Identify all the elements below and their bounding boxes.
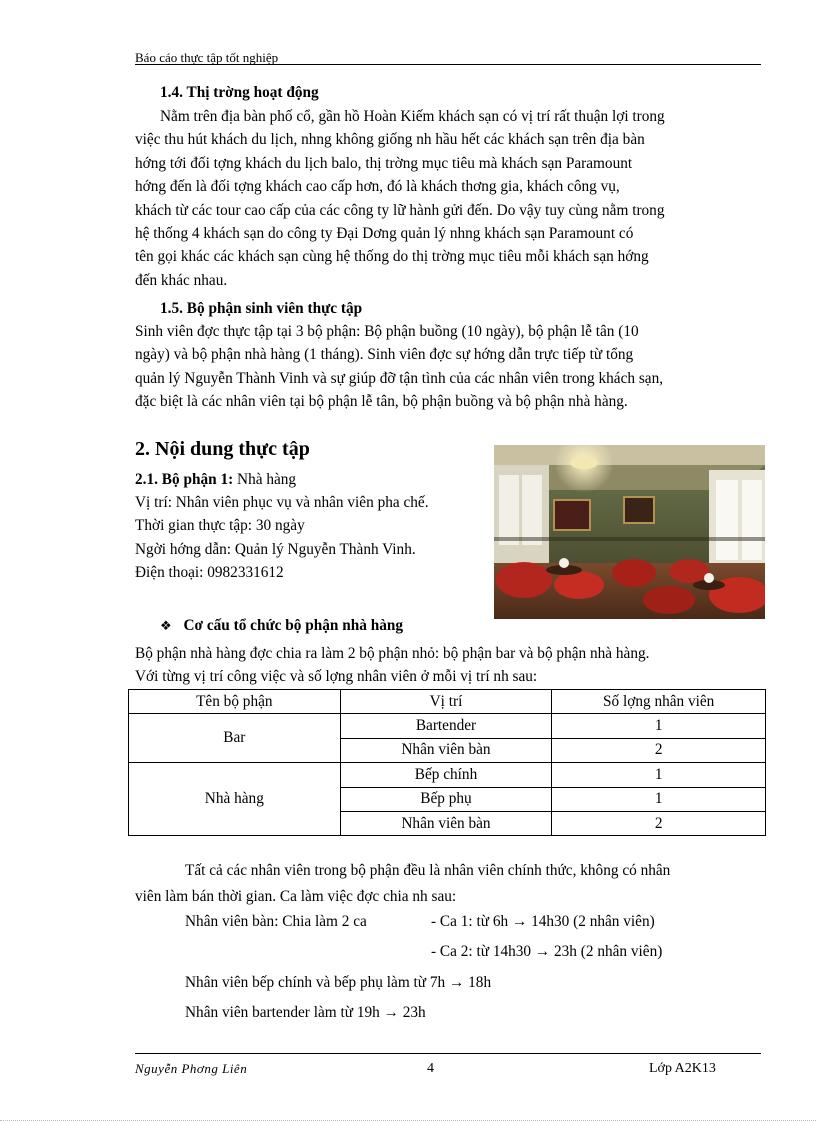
- paragraph-line: việc thu hút khách du lịch, nhng không giống nh hầu hết các khách sạn trên địa bàn: [135, 131, 645, 149]
- footer-author: Nguyễn Phơng Liên: [135, 1061, 248, 1076]
- table-row: [129, 763, 766, 787]
- section-2-1-number: 2.1. Bộ phận 1:: [135, 471, 238, 488]
- org-intro: [135, 642, 765, 689]
- department-cell: Nhà hàng: [129, 763, 341, 836]
- table-header-cell: Vị trí: [340, 690, 552, 714]
- count-cell: 1: [552, 763, 766, 787]
- paragraph-line: hớng tới đối tợng khách du lịch balo, thị trờng mục tiêu mà khách sạn Paramount: [135, 154, 633, 172]
- table-header-cell: Tên bộ phận: [129, 690, 341, 714]
- shift-intro: [135, 858, 765, 910]
- position-cell: Bếp chính: [340, 763, 552, 787]
- footer-rule: [135, 1053, 761, 1054]
- info-supervisor: Ngời hớng dẫn: Quản lý Nguyễn Thành Vinh.: [135, 540, 416, 558]
- paragraph-line: hớng đến là đối tợng khách cao cấp hơn, đó là khách thơng gia, khách công vụ,: [135, 178, 620, 196]
- paragraph-line: đến khác nhau.: [135, 271, 228, 289]
- section-2-1-info: [135, 491, 429, 585]
- section-1-5-heading: 1.5. Bộ phận sinh viên thực tập: [160, 300, 363, 317]
- paragraph-line: tên gọi khác các khách sạn cùng hệ thống do thị trờng mục tiêu mỗi khách sạn hớng: [135, 248, 649, 266]
- table-header-row: [129, 690, 766, 714]
- diamond-bullet-icon: ❖: [160, 619, 172, 634]
- count-cell: 2: [552, 811, 766, 835]
- position-cell: Nhân viên bàn: [340, 811, 552, 835]
- page-header-title: Báo cáo thực tập tốt nghiệp: [135, 50, 279, 65]
- section-1-4-heading: 1.4. Thị trờng hoạt động: [160, 84, 319, 101]
- paragraph-line: viên làm bán thời gian. Ca làm việc đợc chia nh sau:: [135, 888, 457, 905]
- department-cell: Bar: [129, 714, 341, 763]
- section-2-heading: 2. Nội dung thực tập: [135, 438, 310, 460]
- table-header-cell: Số lợng nhân viên: [552, 690, 766, 714]
- kitchen-shift-text: Nhân viên bếp chính và bếp phụ làm từ 7h → 18h: [185, 974, 492, 991]
- section-2-1-name: Nhà hàng: [237, 471, 297, 488]
- page-edge: [0, 1120, 816, 1121]
- position-cell: Nhân viên bàn: [340, 738, 552, 762]
- footer-page-number: 4: [427, 1061, 434, 1076]
- table-staff-label: Nhân viên bàn: Chia làm 2 ca: [185, 913, 367, 930]
- org-heading: [160, 614, 403, 638]
- bartender-shift-text: Nhân viên bartender làm từ 19h → 23h: [185, 1004, 426, 1021]
- paragraph-line: quản lý Nguyễn Thành Vinh và sự giúp đỡ tận tình của các nhân viên trong khách sạn,: [135, 369, 664, 387]
- paragraph-line: hệ thống 4 khách sạn do công ty Đại Dơng quản lý nhng khách sạn Paramount có: [135, 225, 634, 243]
- org-heading-text: Cơ cấu tổ chức bộ phận nhà hàng: [183, 617, 404, 634]
- info-duration: Thời gian thực tập: 30 ngày: [135, 517, 305, 535]
- staff-table: [128, 689, 766, 836]
- position-cell: Bếp phụ: [340, 787, 552, 811]
- paragraph-line: Nằm trên địa bàn phố cổ, gần hồ Hoàn Kiếm khách sạn có vị trí rất thuận lợi trong: [160, 108, 665, 125]
- paragraph-line: Với từng vị trí công việc và số lợng nhân viên ở mỗi vị trí nh sau:: [135, 668, 538, 686]
- count-cell: 2: [552, 738, 766, 762]
- shift-2-text: - Ca 2: từ 14h30 → 23h (2 nhân viên): [431, 943, 663, 960]
- info-position: Vị trí: Nhân viên phục vụ và nhân viên pha chế.: [135, 494, 429, 511]
- paragraph-line: ngày) và bộ phận nhà hàng (1 tháng). Sinh viên đợc sự hớng dẫn trực tiếp từ tổng: [135, 346, 634, 364]
- count-cell: 1: [552, 787, 766, 811]
- paragraph-line: khách từ các tour cao cấp của các công ty lữ hành gửi đến. Do vậy tuy cùng nằm trong: [135, 201, 665, 219]
- section-1-5-paragraph: [135, 320, 765, 414]
- count-cell: 1: [552, 714, 766, 738]
- shift-1-text: - Ca 1: từ 6h → 14h30 (2 nhân viên): [431, 913, 655, 930]
- position-cell: Bartender: [340, 714, 552, 738]
- footer-class: Lớp A2K13: [649, 1061, 716, 1076]
- paragraph-line: Bộ phận nhà hàng đợc chia ra làm 2 bộ phận nhỏ: bộ phận bar và bộ phận nhà hàng.: [135, 645, 650, 662]
- paragraph-line: Sinh viên đợc thực tập tại 3 bộ phận: Bộ phận buồng (10 ngày), bộ phận lễ tân (10: [135, 323, 639, 340]
- section-2-1-heading: [135, 468, 296, 491]
- section-1-4-paragraph: [135, 105, 765, 292]
- info-phone: Điện thoại: 0982331612: [135, 564, 284, 582]
- restaurant-photo: [494, 445, 765, 619]
- table-row: [129, 714, 766, 738]
- paragraph-line: đặc biệt là các nhân viên tại bộ phận lễ tân, bộ phận buồng và bộ phận nhà hàng.: [135, 393, 628, 411]
- header-rule: [135, 64, 761, 65]
- paragraph-line: Tất cả các nhân viên trong bộ phận đều là nhân viên chính thức, không có nhân: [185, 862, 671, 879]
